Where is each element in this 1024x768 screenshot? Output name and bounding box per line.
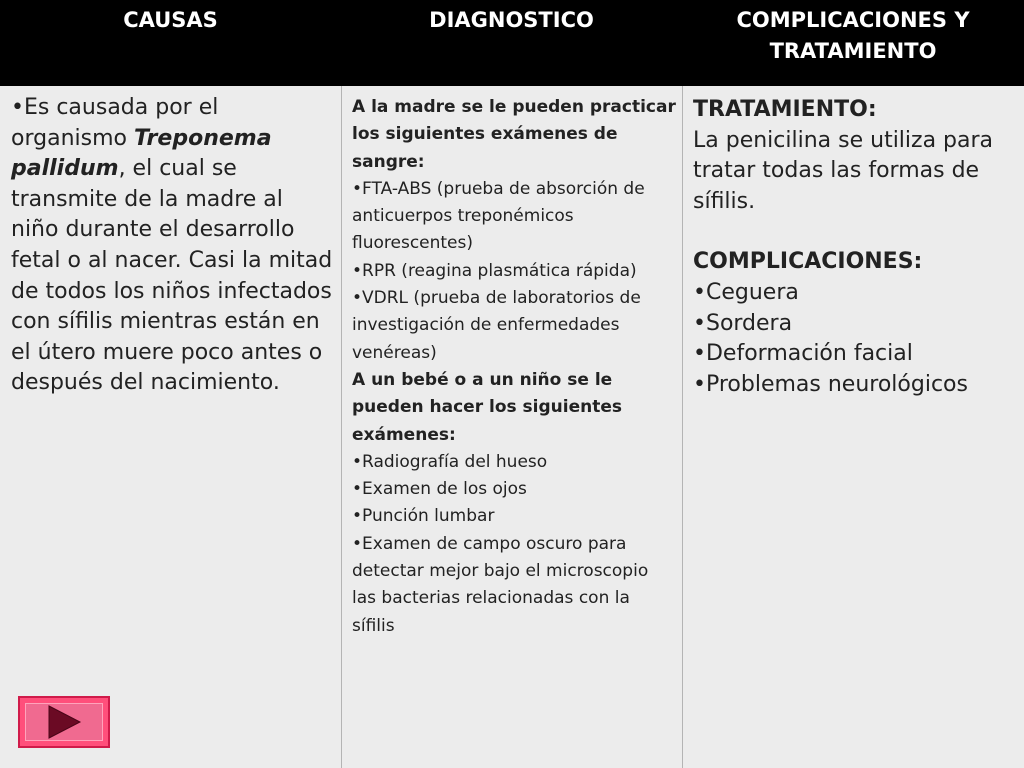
organism-species: pallidum bbox=[11, 156, 119, 182]
header-complicaciones-line2: TRATAMIENTO bbox=[769, 39, 937, 63]
diagnostico-madre-item: •RPR (reagina plasmática rápida) bbox=[352, 260, 637, 281]
next-slide-button[interactable] bbox=[18, 696, 110, 748]
complicacion-item: •Problemas neurológicos bbox=[693, 371, 968, 397]
header-causas bbox=[0, 0, 341, 86]
complicaciones-cell bbox=[682, 86, 1024, 768]
complicaciones-heading: COMPLICACIONES: bbox=[693, 249, 923, 275]
organism-genus: Treponema bbox=[133, 125, 272, 151]
diagnostico-madre-item: •FTA-ABS (prueba de absorción de anticuerpos treponémicos fluorescentes) bbox=[352, 178, 645, 254]
tratamiento-heading: TRATAMIENTO: bbox=[693, 97, 877, 122]
header-causas-label: CAUSAS bbox=[123, 8, 218, 32]
tratamiento-text: La penicilina se utiliza para tratar todas las formas de sífilis. bbox=[693, 127, 994, 214]
diagnostico-madre-heading: A la madre se le pueden practicar los siguientes exámenes de sangre: bbox=[352, 97, 676, 172]
diagnostico-bebe-item: •Punción lumbar bbox=[352, 506, 495, 527]
diagnostico-bebe-item: •Radiografía del hueso bbox=[352, 451, 548, 472]
header-diagnostico bbox=[341, 0, 682, 86]
complicacion-item: •Sordera bbox=[693, 310, 793, 336]
diagnostico-bebe-item: •Examen de los ojos bbox=[352, 479, 527, 500]
diagnostico-cell bbox=[341, 86, 682, 768]
header-complicaciones bbox=[682, 0, 1024, 86]
header-diagnostico-label: DIAGNOSTICO bbox=[429, 8, 594, 32]
column-divider bbox=[682, 86, 683, 768]
header-complicaciones-line1: COMPLICACIONES Y bbox=[736, 8, 970, 32]
table-header bbox=[0, 0, 1024, 86]
complicacion-item: •Deformación facial bbox=[693, 341, 913, 367]
causas-cell bbox=[0, 86, 341, 768]
complicacion-item: •Ceguera bbox=[693, 279, 799, 305]
causas-text-post: , el cual se transmite de la madre al niño durante el desarrollo fetal o al nacer. Casi la mitad de todos los niños infectados con sífilis mientras están en el útero muere poco antes o después del nacimiento. bbox=[11, 156, 333, 396]
section-spacer bbox=[693, 217, 1018, 247]
diagnostico-bebe-heading: A un bebé o a un niño se le pueden hacer los siguientes exámenes: bbox=[352, 369, 622, 445]
table-body bbox=[0, 86, 1024, 768]
causas-text-pre: •Es causada por el organismo bbox=[11, 95, 219, 151]
diagnostico-bebe-item: •Examen de campo oscuro para detectar mejor bajo el microscopio las bacterias relacionadas con la sífilis bbox=[352, 533, 649, 636]
diagnostico-madre-item: •VDRL (prueba de laboratorios de investigación de enfermedades venéreas) bbox=[352, 288, 641, 363]
play-arrow-icon bbox=[20, 698, 108, 746]
column-divider bbox=[341, 86, 342, 768]
